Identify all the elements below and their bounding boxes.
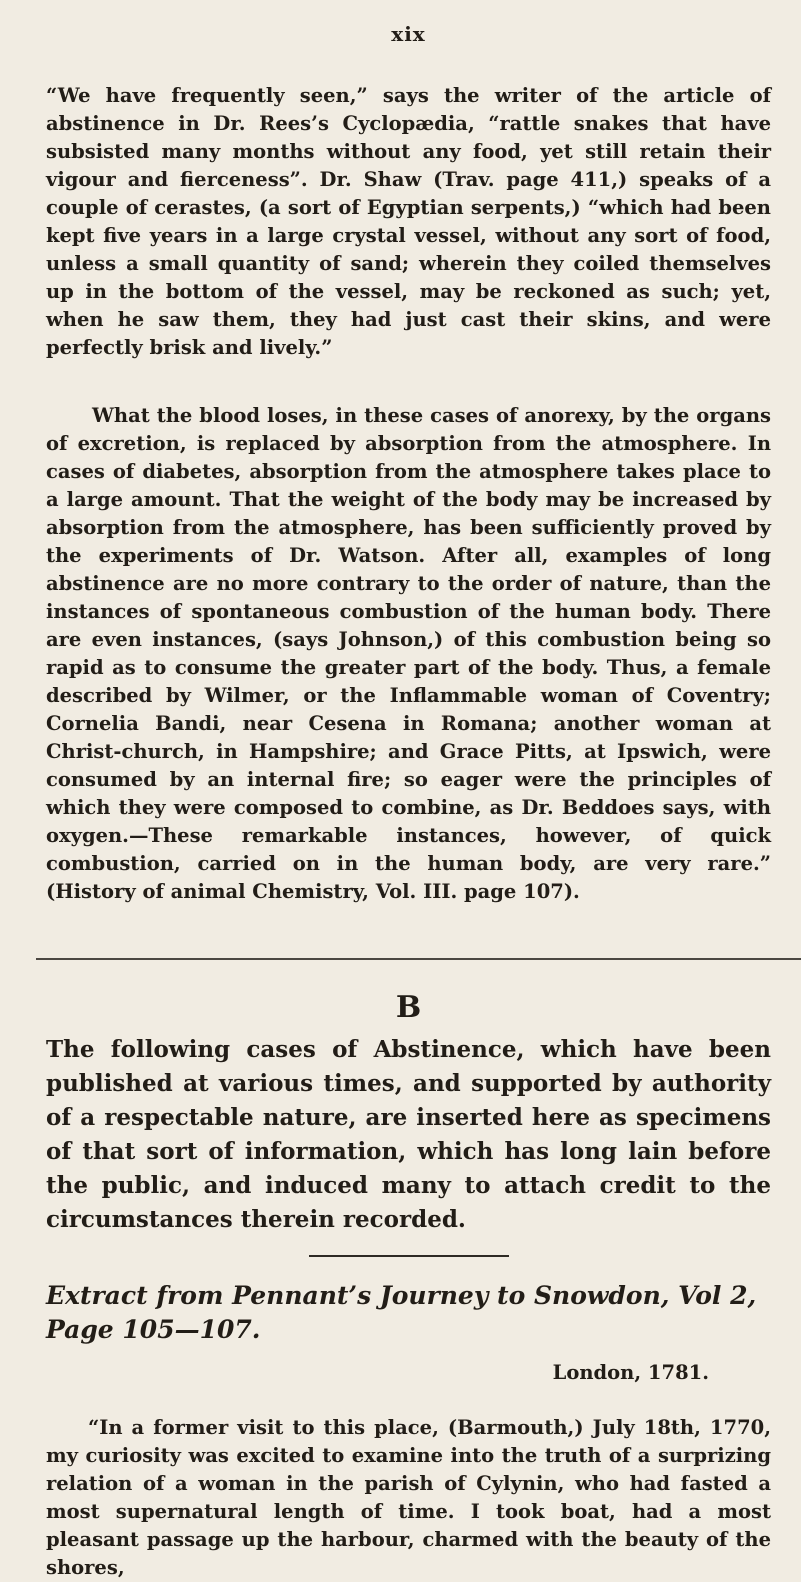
page-number: xix xyxy=(391,22,426,46)
short-divider xyxy=(309,1255,509,1257)
extract-heading: Extract from Pennant’s Journey to Snowdon, Vol 2, Page 105—107. xyxy=(46,1281,757,1344)
section-letter: B xyxy=(395,990,422,1025)
paragraph-barmouth: “In a former visit to this place, (Barmouth,) July 18th, 1770, my curiosity was excited to examine into the truth of a surprizing relation of a woman in the parish of Cylynin, who had fasted a most supernatural length of time. I took boat, had a most pleasant passage up the harbour, charmed with the beauty of the shores, xyxy=(46,1416,771,1579)
paragraph-rattlesnakes: “We have frequently seen,” says the writer of the article of abstinence in Dr. Rees’s Cyclopædia, “rattle snakes that have subsisted many months without any food, yet still retain their vigour and fierceness”. Dr. Shaw (Trav. page 411,) speaks of a couple of cerastes, (a sort of Egyptian serpents,) “which had been kept five years in a large crystal vessel, without any sort of food, unless a small quantity of sand; wherein they coiled themselves up in the bottom of the vessel, may be reckoned as such; yet, when he saw them, they had just cast their skins, and were perfectly brisk and lively.” xyxy=(46,84,771,359)
paragraph-anorexy: What the blood loses, in these cases of anorexy, by the organs of excretion, is replaced by absorption from the atmosphere. In cases of diabetes, absorption from the atmosphere takes place to a large amount. That the weight of the body may be increased by absorption from the atmosphere, has been sufficiently proved by the experiments of Dr. Watson. After all, examples of long abstinence are no more contrary to the order of nature, than the instances of spontaneous combustion of the human body. There are even instances, (says Johnson,) of this combustion being so rapid as to consume the greater part of the body. Thus, a female described by Wilmer, or the Inflammable woman of Coventry; Cornelia Bandi, near Cesena in Romana; another woman at Christ-church, in Hampshire; and Grace Pitts, at Ipswich, were consumed by an internal fire; so eager were the principles of which they were composed to combine, as Dr. Beddoes says, with oxygen.—These remarkable instances, however, of quick combustion, carried on in the human body, are very rare.” (History of animal Chemistry, Vol. III. page 107). xyxy=(46,404,771,903)
section-divider xyxy=(36,958,801,960)
lead-paragraph: The following cases of Abstinence, which have been published at various times, and supported by authority of a respectable nature, are inserted here as specimens of that sort of information, which has long lain before the public, and induced many to attach credit to the circumstances therein recorded. xyxy=(46,1036,771,1233)
dateline: London, 1781. xyxy=(552,1361,709,1384)
